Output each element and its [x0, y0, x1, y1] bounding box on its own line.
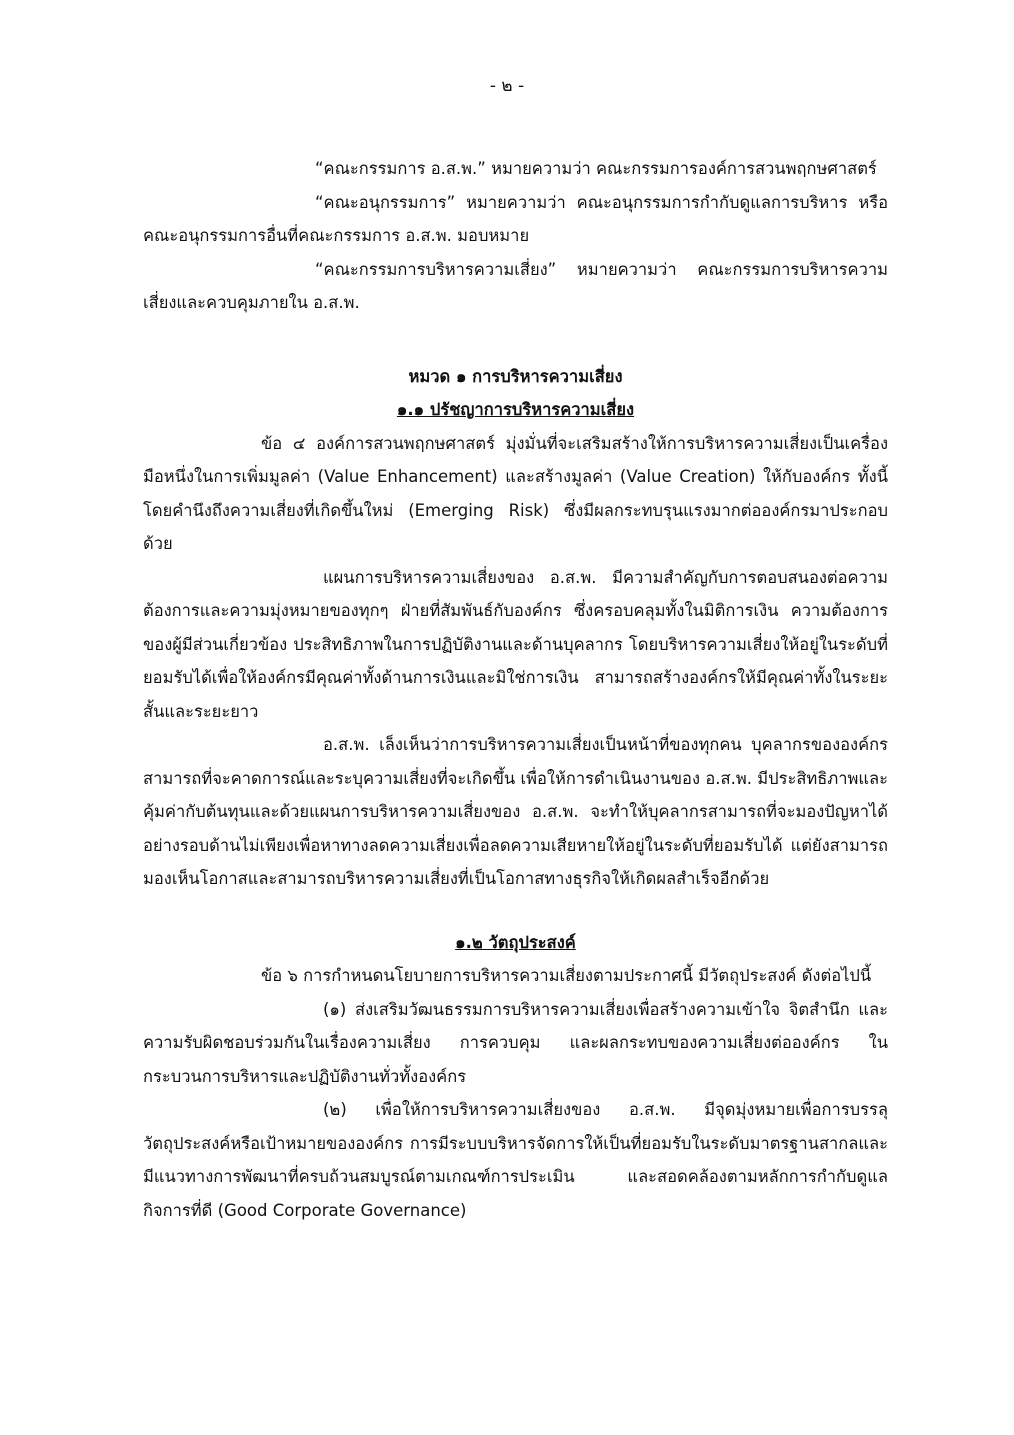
definition-paragraph: “คณะกรรมการ อ.ส.พ.” หมายความว่า คณะกรรมการองค์การสวนพฤกษศาสตร์	[315, 159, 877, 178]
body-paragraph: ข้อ ๔ องค์การสวนพฤกษศาสตร์ มุ่งมั่นที่จะเสริมสร้างให้การบริหารความเสี่ยงเป็นเครื่องมือหนึ่งในการเพิ่มมูลค่า (Value Enhancement) และสร้างมูลค่า (Value Creation) ให้กับองค์กร ทั้งนี้ โดยคำนึงถึงความเสี่ยงที่เกิดขึ้นใหม่ (Emerging Risk) ซึ่งมีผลกระทบรุนแรงมากต่อองค์กรมาประกอบด้วย	[143, 433, 888, 553]
spacer	[143, 896, 888, 926]
document-body	[143, 152, 888, 1227]
section-heading-text: ๑.๒ วัตถุประสงค์	[455, 932, 576, 952]
body-paragraph: ข้อ ๖ การกำหนดนโยบายการบริหารความเสี่ยงตามประกาศนี้ มีวัตถุประสงค์ ดังต่อไปนี้	[261, 966, 872, 985]
page-number: - ๒ -	[489, 76, 525, 96]
list-item: (๒) เพื่อให้การบริหารความเสี่ยงของ อ.ส.พ. มีจุดมุ่งหมายเพื่อการบรรลุวัตถุประสงค์หรือเป้าหมายขององค์กร การมีระบบบริหารจัดการให้เป็นที่ยอมรับในระดับมาตรฐานสากลและมีแนวทางการพัฒนาที่ครบถ้วนสมบูรณ์ตามเกณฑ์การประเมิน และสอดคล้องตามหลักการกำกับดูแลกิจการที่ดี (Good Corporate Governance)	[143, 1100, 888, 1220]
body-paragraph: อ.ส.พ. เล็งเห็นว่าการบริหารความเสี่ยงเป็นหน้าที่ของทุกคน บุคลากรขององค์กรสามารถที่จะคาดการณ์และระบุความเสี่ยงที่จะเกิดขึ้น เพื่อให้การดำเนินงานของ อ.ส.พ. มีประสิทธิภาพและคุ้มค่ากับต้นทุนและด้วยแผนการบริหารความเสี่ยงของ อ.ส.พ. จะทำให้บุคลากรสามารถที่จะมองปัญหาได้อย่างรอบด้านไม่เพียงเพื่อหาทางลดความเสี่ยงเพื่อลดความเสียหายให้อยู่ในระดับที่ยอมรับได้ แต่ยังสามารถมองเห็นโอกาสและสามารถบริหารความเสี่ยงที่เป็นโอกาสทางธุรกิจให้เกิดผลสำเร็จอีกด้วย	[143, 735, 888, 888]
definition-paragraph: “คณะกรรมการบริหารความเสี่ยง” หมายความว่า คณะกรรมการบริหารความ เสี่ยงและควบคุมภายใน อ.ส.พ.	[143, 259, 888, 312]
chapter-heading: หมวด ๑ การบริหารความเสี่ยง	[408, 366, 623, 386]
body-paragraph: แผนการบริหารความเสี่ยงของ อ.ส.พ. มีความสำคัญกับการตอบสนองต่อความต้องการและความมุ่งหมายของทุกๆ ฝ่ายที่สัมพันธ์กับองค์กร ซึ่งครอบคลุมทั้งในมิติการเงิน ความต้องการของผู้มีส่วนเกี่ยวข้อง ประสิทธิภาพในการปฏิบัติงานและด้านบุคลากร โดยบริหารความเสี่ยงให้อยู่ในระดับที่ยอมรับได้เพื่อให้องค์กรมีคุณค่าทั้งด้านการเงินและมิใช่การเงิน สามารถสร้างองค์กรให้มีคุณค่าทั้งในระยะสั้นและระยะยาว	[143, 567, 888, 721]
definition-paragraph: “คณะอนุกรรมการ” หมายความว่า คณะอนุกรรมการกำกับดูแลการบริหาร หรือ คณะอนุกรรมการอื่นที่คณะกรรมการ อ.ส.พ. มอบหมาย	[143, 192, 888, 245]
list-item: (๑) ส่งเสริมวัฒนธรรมการบริหารความเสี่ยงเพื่อสร้างความเข้าใจ จิตสำนึก และความรับผิดชอบร่วมกันในเรื่องความเสี่ยง การควบคุม และผลกระทบของความเสี่ยงต่อองค์กร ในกระบวนการบริหารและปฏิบัติงานทั่วทั้งองค์กร	[143, 999, 888, 1086]
section-heading	[143, 926, 888, 960]
spacer	[143, 320, 888, 360]
section-heading-text: ๑.๑ ปรัชญาการบริหารความเสี่ยง	[396, 400, 635, 419]
section-heading	[143, 393, 888, 427]
